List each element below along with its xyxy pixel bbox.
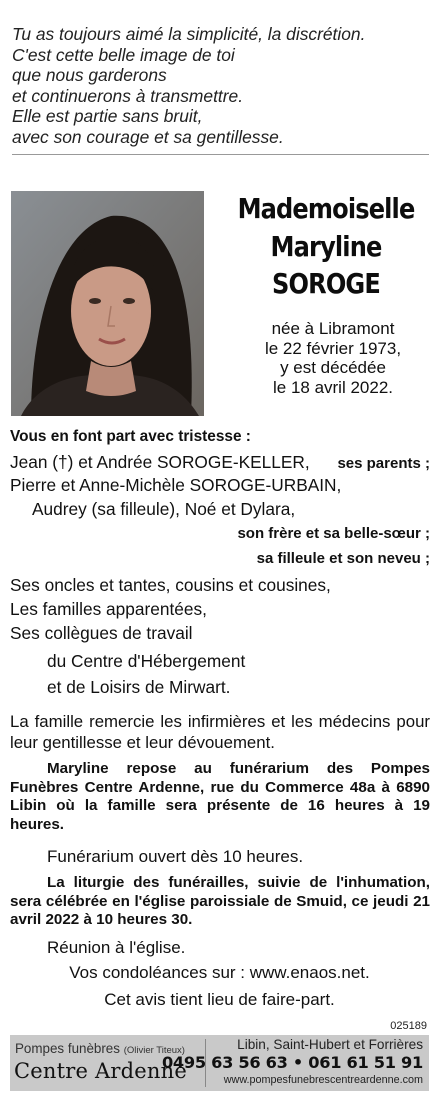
brother-line: Pierre et Anne-Michèle SOROGE-URBAIN,: [10, 475, 342, 495]
liturgy-text: La liturgie des funérailles, suivie de l'inhumation, sera célébrée en l'église paroissiale de Smuid, ce jeudi 21 avril 2022 à 10 heures 30.: [10, 874, 430, 929]
workplace-line: du Centre d'Hébergement: [47, 651, 246, 671]
condolences-text: Vos condoléances sur : www.enaos.net.: [69, 963, 370, 982]
banner-company: Centre Ardenne: [14, 1059, 187, 1083]
notice-text: Cet avis tient lieu de faire-part.: [104, 990, 335, 1009]
divider: [12, 154, 429, 155]
banner-locations: Libin, Saint-Hubert et Forrières: [237, 1037, 423, 1052]
opening-text: Funérarium ouvert dès 10 heures.: [47, 847, 304, 866]
poem-line: C'est cette belle image de toi: [12, 44, 235, 65]
birth-death-info: [233, 319, 433, 397]
banner-phones: 0495 63 56 63 • 061 61 51 91: [161, 1053, 423, 1072]
brother-role: son frère et sa belle-sœur ;: [237, 525, 430, 542]
others-line: Ses collègues de travail: [10, 623, 193, 643]
parents-role: ses parents ;: [337, 455, 430, 472]
poem-line: Elle est partie sans bruit,: [12, 106, 203, 126]
first-name: Maryline: [270, 229, 382, 263]
banner-owner: (Olivier Titeux): [123, 1045, 185, 1056]
others-line: Les familles apparentées,: [10, 599, 207, 619]
poem-line: avec son courage et sa gentillesse.: [12, 126, 284, 147]
poem-line: et continuerons à transmettre.: [12, 85, 244, 106]
poem: [12, 24, 432, 147]
name-title: Mademoiselle: [237, 192, 415, 225]
goddaughter-role: sa filleule et son neveu ;: [256, 550, 430, 567]
portrait-photo: [11, 191, 204, 416]
thanks-text: La famille remercie les infirmières et les médecins pour leur gentillesse et leur dévouement.: [10, 712, 430, 752]
announcers-section: [10, 425, 430, 705]
banner-prefix-text: Pompes funèbres: [15, 1041, 120, 1056]
banner-website: www.pompesfunebrescentreardenne.com: [223, 1074, 423, 1086]
last-name: SOROGE: [272, 267, 380, 300]
birth-line: le 18 avril 2022.: [272, 377, 394, 397]
parents-line: Jean (†) et Andrée SOROGE-KELLER,: [10, 452, 310, 472]
birth-line: y est décédée: [280, 358, 386, 377]
workplace-line: et de Loisirs de Mirwart.: [47, 677, 231, 697]
others-line: Ses oncles et tantes, cousins et cousines,: [10, 575, 331, 595]
children-line: Audrey (sa filleule), Noé et Dylara,: [32, 499, 296, 519]
announcers-heading: Vous en font part avec tristesse :: [10, 428, 251, 445]
meeting-text: Réunion à l'église.: [47, 938, 186, 957]
funeral-home-banner: [10, 1035, 429, 1091]
banner-prefix: [15, 1041, 185, 1056]
birth-line: le 22 février 1973,: [264, 338, 402, 358]
funeral-home-text: Maryline repose au funérarium des Pompes Funèbres Centre Ardenne, rue du Commerce 48a à 6890 Libin où la famille sera présente de 16 heures à 19 heures.: [10, 760, 430, 833]
birth-line: née à Libramont: [271, 319, 395, 338]
poem-line: Tu as toujours aimé la simplicité, la discrétion.: [12, 24, 366, 44]
deceased-name: [229, 190, 423, 303]
reference-number: 025189: [390, 1020, 427, 1032]
poem-line: que nous garderons: [12, 65, 167, 85]
